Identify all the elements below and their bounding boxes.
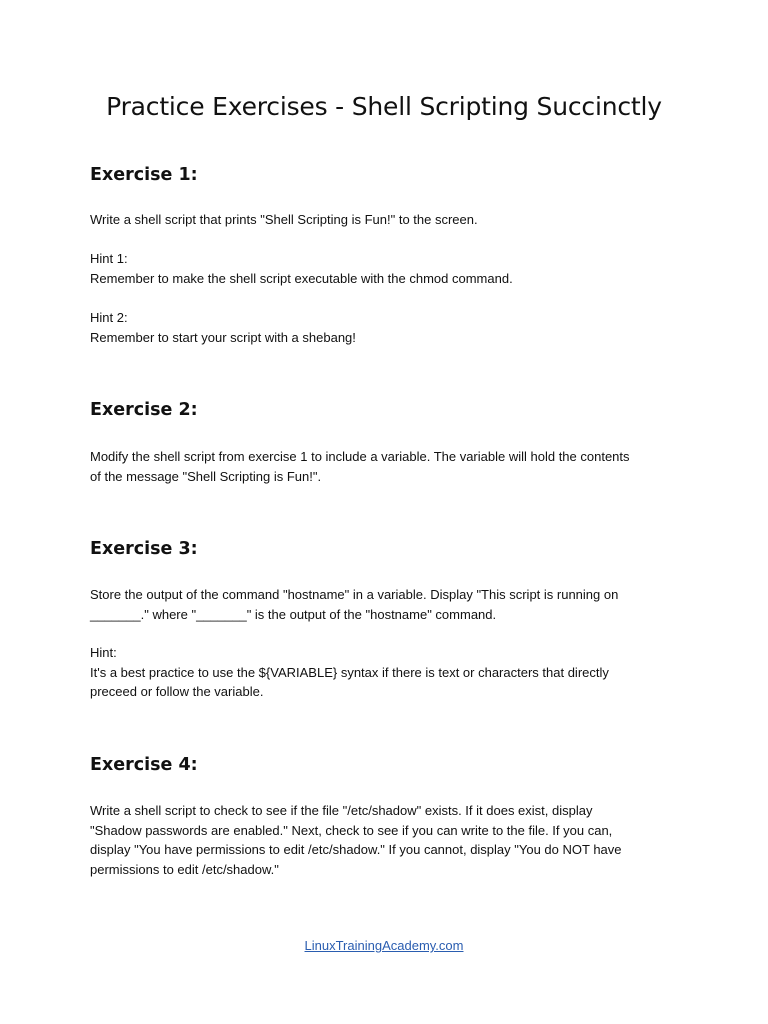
exercise-2-task — [90, 447, 690, 486]
exercise-3-hint — [90, 643, 690, 702]
exercise-2-heading: Exercise 2: — [90, 400, 198, 420]
task-line: display "You have permissions to edit /etc/shadow." If you cannot, display "You do NOT have — [90, 842, 622, 857]
task-line: "Shadow passwords are enabled." Next, check to see if you can write to the file. If you can, — [90, 822, 613, 838]
task-line: permissions to edit /etc/shadow." — [90, 861, 279, 877]
exercise-1-hint-2 — [90, 308, 690, 347]
task-line: of the message "Shell Scripting is Fun!". — [90, 468, 322, 484]
hint-label: Hint 1: — [90, 251, 128, 266]
task-line: Write a shell script to check to see if the file "/etc/shadow" exists. If it does exist, display — [90, 803, 593, 818]
exercise-1-hint-1 — [90, 249, 690, 288]
task-line: Modify the shell script from exercise 1 to include a variable. The variable will hold the contents — [90, 449, 630, 464]
task-line: _______." where "_______" is the output of the "hostname" command. — [90, 606, 497, 622]
exercise-3-heading: Exercise 3: — [90, 539, 198, 559]
exercise-4-heading: Exercise 4: — [90, 755, 198, 775]
exercise-1-heading: Exercise 1: — [90, 165, 198, 185]
task-line: Store the output of the command "hostname" in a variable. Display "This script is running on — [90, 587, 619, 602]
page-title: Practice Exercises - Shell Scripting Succinctly — [106, 92, 662, 121]
hint-text: Remember to start your script with a shebang! — [90, 329, 356, 345]
exercise-4-task — [90, 801, 690, 879]
exercise-1-task-line: Write a shell script that prints "Shell Scripting is Fun!" to the screen. — [90, 212, 478, 227]
hint-label: Hint 2: — [90, 310, 128, 325]
page-footer — [0, 938, 768, 953]
footer-link[interactable]: LinuxTrainingAcademy.com — [304, 938, 464, 953]
exercise-3-task — [90, 585, 690, 624]
hint-label: Hint: — [90, 645, 117, 660]
hint-text: preceed or follow the variable. — [90, 684, 264, 699]
hint-text: It's a best practice to use the ${VARIABLE} syntax if there is text or characters that directly — [90, 664, 609, 680]
hint-text: Remember to make the shell script executable with the chmod command. — [90, 270, 513, 286]
exercise-1-task — [90, 210, 690, 230]
